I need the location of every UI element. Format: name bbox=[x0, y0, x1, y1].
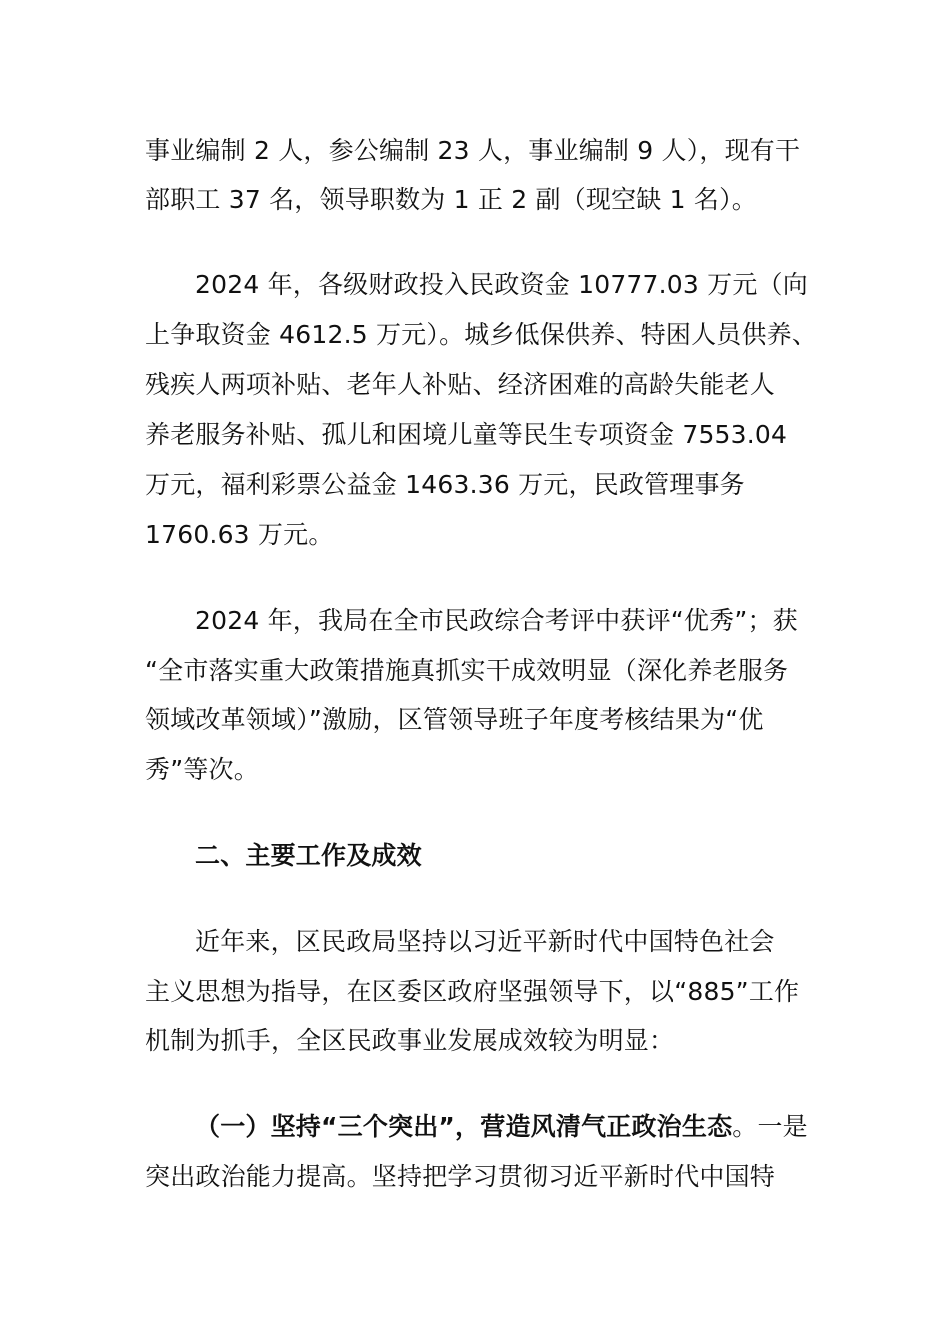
paragraph-3-line-2: “全市落实重大政策措施真抓实干成效明显（深化养老服务 bbox=[145, 656, 789, 685]
paragraph-2-line-2: 上争取资金 4612.5 万元）。城乡低保供养、特困人员供养、 bbox=[145, 320, 818, 349]
section-heading: 二、主要工作及成效 bbox=[195, 841, 422, 870]
paragraph-2-line-6: 1760.63 万元。 bbox=[145, 520, 334, 549]
paragraph-4-line-2: 主义思想为指导，在区委区政府坚强领导下，以“885”工作 bbox=[145, 977, 800, 1006]
paragraph-3-line-3: 领域改革领域）”激励，区管领导班子年度考核结果为“优 bbox=[145, 705, 764, 734]
subsection-heading: （一）坚持“三个突出”，营造风清气正政治生态 bbox=[195, 1112, 733, 1141]
paragraph-4-line-3: 机制为抓手，全区民政事业发展成效较为明显： bbox=[145, 1026, 675, 1055]
paragraph-2-line-3: 残疾人两项补贴、老年人补贴、经济困难的高龄失能老人 bbox=[145, 370, 776, 399]
paragraph-1-line-1: 事业编制 2 人，参公编制 23 人，事业编制 9 人），现有干 bbox=[145, 136, 801, 165]
paragraph-5-line-2: 突出政治能力提高。坚持把学习贯彻习近平新时代中国特 bbox=[145, 1162, 776, 1191]
paragraph-2-line-4: 养老服务补贴、孤儿和困境儿童等民生专项资金 7553.04 bbox=[145, 420, 788, 449]
paragraph-3-line-4: 秀”等次。 bbox=[145, 755, 259, 784]
paragraph-5-lead-rest: 。一是 bbox=[732, 1112, 808, 1141]
paragraph-5-line-1 bbox=[195, 1110, 808, 1144]
paragraph-4-line-1: 近年来，区民政局坚持以习近平新时代中国特色社会 bbox=[195, 927, 775, 956]
paragraph-2-line-5: 万元，福利彩票公益金 1463.36 万元，民政管理事务 bbox=[145, 470, 745, 499]
paragraph-2-line-1: 2024 年，各级财政投入民政资金 10777.03 万元（向 bbox=[195, 270, 808, 299]
paragraph-1-line-2: 部职工 37 名，领导职数为 1 正 2 副（现空缺 1 名）。 bbox=[145, 185, 758, 214]
paragraph-3-line-1: 2024 年，我局在全市民政综合考评中获评“优秀”；获 bbox=[195, 606, 798, 635]
